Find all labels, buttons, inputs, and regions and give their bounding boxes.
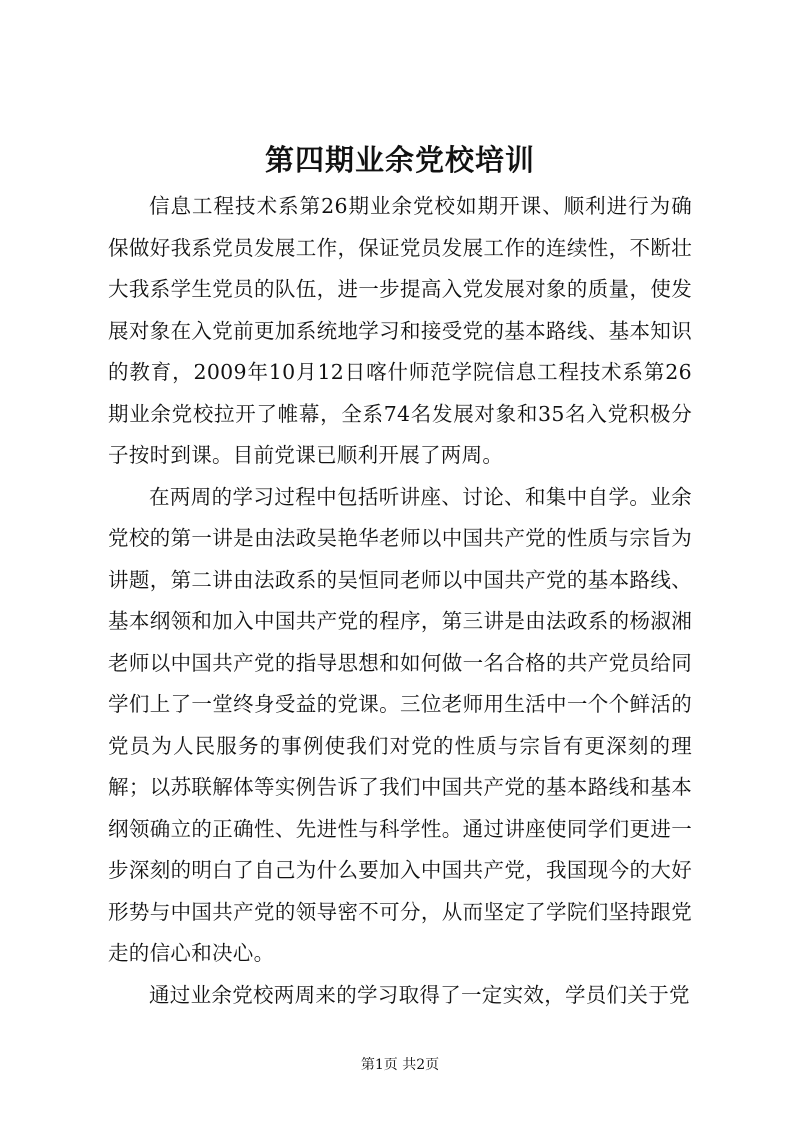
document-title: 第四期业余党校培训 [264,143,535,177]
page-footer: 第1页 共2页 [360,1057,440,1073]
document-body [108,186,692,1016]
paragraph-2: 在两周的学习过程中包括听讲座、讨论、和集中自学。业余党校的第一讲是由法政吴艳华老师以中国共产党的性质与宗旨为讲题，第二讲由法政系的吴恒同老师以中国共产党的基本路线、基本纲领和加入中国共产党的程序，第三讲是由法政系的杨淑湘老师以中国共产党的指导思想和如何做一名合格的共产党员给同学们上了一堂终身受益的党课。三位老师用生活中一个个鲜活的党员为人民服务的事例使我们对党的性质与宗旨有更深刻的理解；以苏联解体等实例告诉了我们中国共产党的基本路线和基本纲领确立的正确性、先进性与科学性。通过讲座使同学们更进一步深刻的明白了自己为什么要加入中国共产党，我国现今的大好形势与中国共产党的领导密不可分，从而坚定了学院们坚持跟党走的信心和决心。 [108,484,692,965]
paragraph-1: 信息工程技术系第26期业余党校如期开课、顺利进行为确保做好我系党员发展工作，保证党员发展工作的连续性，不断壮大我系学生党员的队伍，进一步提高入党发展对象的质量，使发展对象在入党前更加系统地学习和接受党的基本路线、基本知识的教育，2009年10月12日喀什师范学院信息工程技术系第26期业余党校拉开了帷幕，全系74名发展对象和35名入党积极分子按时到课。目前党课已顺利开展了两周。 [108,194,692,467]
paragraph-3: 通过业余党校两周来的学习取得了一定实效，学员们关于党 [149,982,690,1007]
